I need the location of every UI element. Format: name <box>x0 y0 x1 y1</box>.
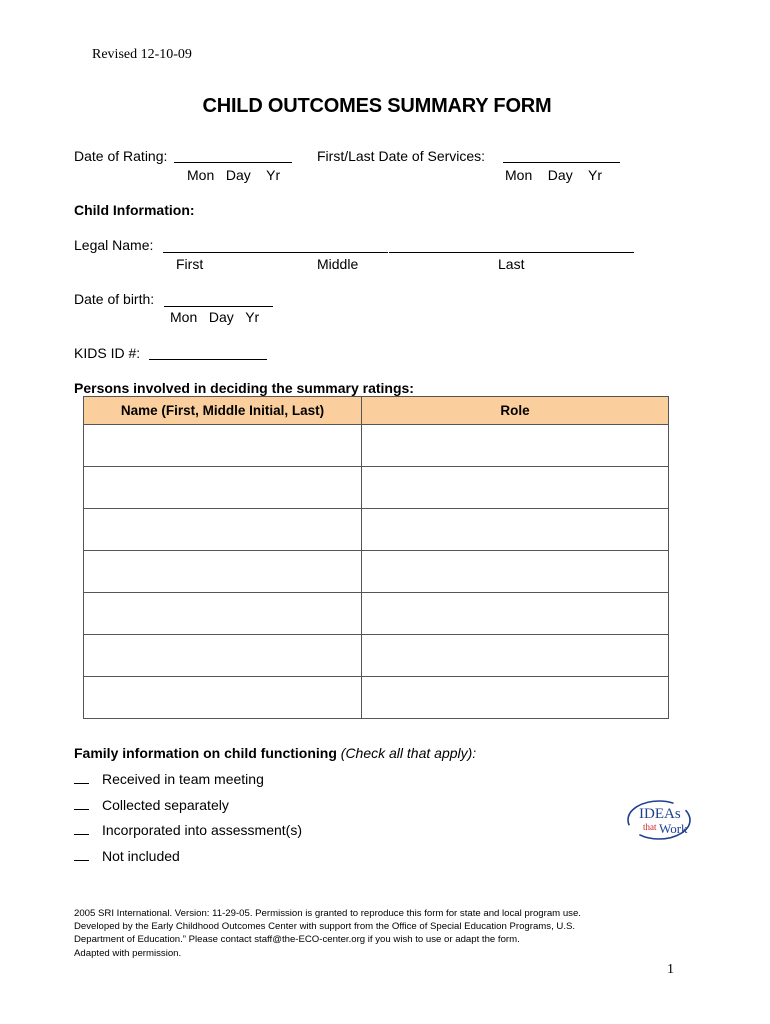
column-header-role: Role <box>362 397 669 425</box>
logo-that-text: that <box>643 822 657 832</box>
name-cell[interactable] <box>84 467 362 509</box>
checkbox-blank[interactable] <box>74 783 89 784</box>
family-option-label: Not included <box>102 848 180 864</box>
checkbox-blank[interactable] <box>74 860 89 861</box>
table-row <box>84 551 669 593</box>
dob-label: Date of birth: <box>74 291 155 307</box>
dob-format: Mon Day Yr <box>170 309 260 325</box>
role-cell[interactable] <box>362 467 669 509</box>
dob-field-part1[interactable] <box>164 291 198 307</box>
legal-name-label: Legal Name: <box>74 237 154 253</box>
date-of-rating-field[interactable] <box>174 147 292 163</box>
logo-ideas-text: IDEAs <box>639 806 681 822</box>
role-cell[interactable] <box>362 425 669 467</box>
name-cell[interactable] <box>84 509 362 551</box>
family-option <box>74 797 229 813</box>
footer-notice <box>74 907 581 960</box>
name-cell[interactable] <box>84 425 362 467</box>
services-date-format: Mon Day Yr <box>505 167 602 183</box>
legal-name-first-middle-field[interactable] <box>163 238 388 253</box>
persons-table-header <box>84 397 669 425</box>
name-part-middle: Middle <box>317 256 359 272</box>
family-info-note: (Check all that apply): <box>340 745 477 761</box>
name-cell[interactable] <box>84 635 362 677</box>
persons-table <box>83 396 669 719</box>
logo-work-text: Work <box>659 821 688 836</box>
kids-id-label: KIDS ID #: <box>74 345 141 361</box>
dob-field-part2[interactable] <box>198 291 273 307</box>
role-cell[interactable] <box>362 635 669 677</box>
table-row <box>84 635 669 677</box>
family-option-label: Received in team meeting <box>102 771 264 787</box>
ideas-that-work-logo <box>625 796 697 844</box>
role-cell[interactable] <box>362 509 669 551</box>
table-row <box>84 509 669 551</box>
footer-line: Developed by the Early Childhood Outcomes Center with support from the Office of Special Education Programs, U.S. <box>74 921 576 933</box>
name-part-last: Last <box>498 256 525 272</box>
column-header-name: Name (First, Middle Initial, Last) <box>84 397 362 425</box>
family-option-label: Incorporated into assessment(s) <box>102 822 302 838</box>
footer-line: 2005 SRI International. Version: 11-29-05. Permission is granted to reproduce this form for state and local program use. <box>74 908 581 919</box>
table-row <box>84 425 669 467</box>
page-number: 1 <box>667 962 674 977</box>
services-date-label: First/Last Date of Services: <box>317 148 486 164</box>
family-option-label: Collected separately <box>102 797 229 813</box>
table-row <box>84 467 669 509</box>
name-cell[interactable] <box>84 551 362 593</box>
footer-line: Adapted with permission. <box>74 947 182 959</box>
name-cell[interactable] <box>84 677 362 719</box>
child-info-heading: Child Information: <box>74 202 195 218</box>
footer-line: Department of Education.” Please contact staff@the-ECO-center.org if you wish to use or adapt the form. <box>74 934 520 946</box>
legal-name-last-field[interactable] <box>389 238 634 253</box>
table-row <box>84 677 669 719</box>
family-option <box>74 822 302 838</box>
name-cell[interactable] <box>84 593 362 635</box>
persons-heading: Persons involved in deciding the summary ratings: <box>74 380 414 396</box>
checkbox-blank[interactable] <box>74 834 89 835</box>
kids-id-field[interactable] <box>149 344 267 360</box>
role-cell[interactable] <box>362 551 669 593</box>
table-row <box>84 593 669 635</box>
date-of-rating-format: Mon Day Yr <box>187 167 281 183</box>
family-info-heading-row <box>74 745 476 761</box>
checkbox-blank[interactable] <box>74 809 89 810</box>
family-option <box>74 771 264 787</box>
services-date-field[interactable] <box>503 147 620 163</box>
date-of-rating-label: Date of Rating: <box>74 148 168 164</box>
form-title: CHILD OUTCOMES SUMMARY FORM <box>202 95 552 117</box>
revision-date: Revised 12-10-09 <box>92 47 192 62</box>
name-part-first: First <box>176 256 204 272</box>
family-option <box>74 848 180 864</box>
family-info-heading: Family information on child functioning <box>74 745 337 761</box>
role-cell[interactable] <box>362 677 669 719</box>
role-cell[interactable] <box>362 593 669 635</box>
